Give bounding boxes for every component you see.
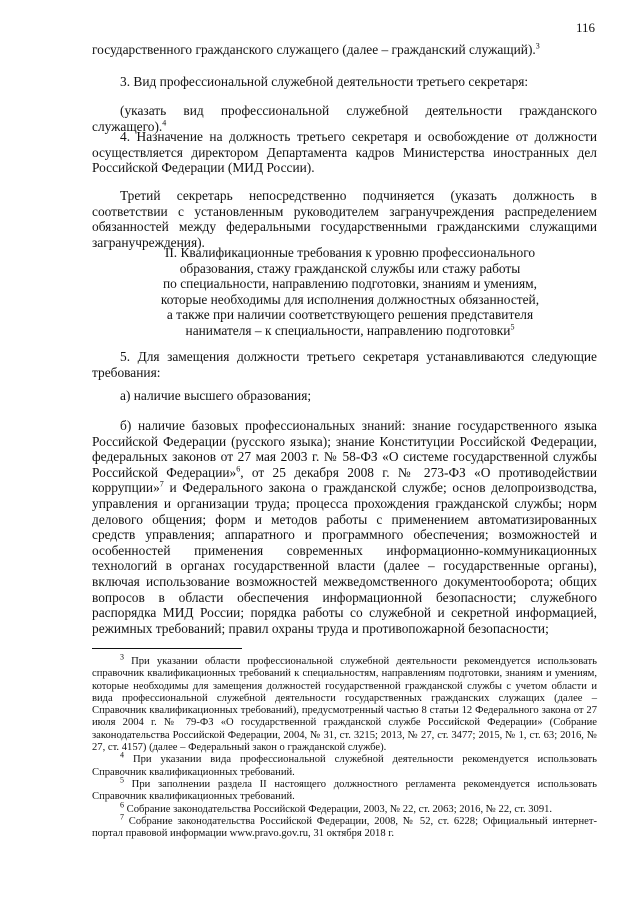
footnote-item <box>92 775 597 804</box>
footnote-text: При указании вида профессиональной служебной деятельности рекомендуется использовать Справочник квалификационных требований. <box>92 754 597 778</box>
footnote-ref: 6 <box>236 464 241 474</box>
paragraph-continuation <box>92 42 597 58</box>
footnote-number: 3 <box>120 652 124 662</box>
paragraph-3: 3. Вид профессиональной служебной деятельности третьего секретаря: <box>120 74 529 89</box>
paragraph-subordination: Третий секретарь непосредственно подчиняется (указать должность в соответствии с установленным руководителем загранучреждения распределением обязанностей между федеральными государственными гражданскими служащими загранучреждения). <box>92 188 597 250</box>
footnote-number: 6 <box>120 800 124 810</box>
footnote-item <box>92 750 597 779</box>
footnote-ref: 7 <box>159 479 164 489</box>
paragraph-5a: а) наличие высшего образования; <box>120 388 312 403</box>
paragraph-text: государственного гражданского служащего (далее – гражданский служащий). <box>92 42 536 57</box>
footnote-number: 4 <box>120 750 124 760</box>
footnote-item <box>92 652 597 754</box>
paragraph-5: 5. Для замещения должности третьего секретаря устанавливаются следующие требования: <box>92 349 597 380</box>
section-heading-line: образования, стажу гражданской службы или стажу работы <box>179 260 521 276</box>
footnote-text: Собрание законодательства Российской Федерации, 2008, № 52, ст. 6228; Официальный интернет-портал правовой информации www.pravo.gov.ru, 31 октября 2018 г. <box>92 815 597 840</box>
section-heading-line: по специальности, направлению подготовки, знаниям и умениям, <box>163 276 537 292</box>
footnote-number: 5 <box>120 775 124 785</box>
footnote-text: При указании области профессиональной служебной деятельности рекомендуется использовать справочник квалификационных требований к специальностям, направлениям подготовки, знаниям и умениям, которые необходимы для замещения должностей государственной гражданской службы с учетом области и вида профессиональной служебной деятельности государственных гражданских служащих (далее – Справочник квалификационных требований), предусмотренный частью 8 статьи 12 Федерального закона от 27 июля 2004 г. № 79-ФЗ «О государственной гражданской службе Российской Федерации» (Собрание законодательства Российской Федерации, 2004, № 31, ст. 3215; 2013, № 27, ст. 3477; 2015, № 1, ст. 63; 2016, № 27, ст. 4157) (далее – Федеральный закон о гражданской службе). <box>92 656 597 754</box>
section-heading-line: которые необходимы для исполнения должностных обязанностей, <box>160 291 540 307</box>
section-heading-line: II. Квалификационные требования к уровню профессионального <box>164 245 536 260</box>
footnote-ref: 3 <box>535 41 540 51</box>
paragraph-text: (указать вид профессиональной служебной деятельности гражданского служащего). <box>92 103 597 134</box>
footnote-item <box>92 812 597 841</box>
section-heading <box>150 245 550 339</box>
footnote-text: Собрание законодательства Российской Федерации, 2003, № 22, ст. 2063; 2016, № 22, ст. 3091. <box>126 803 553 815</box>
section-heading-line: а также при наличии соответствующего решения представителя <box>166 307 534 323</box>
paragraph-4: 4. Назначение на должность третьего секретаря и освобождение от должности осуществляется директором Департамента кадров Министерства иностранных дел Российской Федерации (МИД России). <box>92 129 597 176</box>
footnote-ref: 5 <box>510 322 515 332</box>
footnotes <box>92 652 597 840</box>
paragraph-5b: б) наличие базовых профессиональных знаний: знание государственного языка Российской Федерации (русского языка); знание Конституции Российской Федерации, федеральных законов от 27 мая 2003 г. № 58-ФЗ «О системе государственной службы Российской Федерации»$^6$, от 25 декабря 2008 г. № 273-ФЗ «О противодействии коррупции»$^7$ и Федерального закона о гражданской службе; основ делопроизводства, управления и организации труда; процесса прохождения гражданской службы; норм делового общения; форм и методов работы с применением автоматизированных средств управления; аппаратного и программного обеспечения; возможностей и особенностей применения современных информационно-коммуникационных технологий в органах государственной власти (далее – государственные органы), включая использование возможностей межведомственного документооборота; общих вопросов в области обеспечения информационной безопасности; служебного распорядка МИД России; порядка работы со служебной и секретной информацией, режимных требований; правил охраны труда и противопожарной безопасности; <box>92 418 597 636</box>
footnote-item <box>92 800 597 816</box>
footnote-separator <box>92 648 242 649</box>
page-number: 116 <box>576 20 596 35</box>
section-heading-line: нанимателя – к специальности, направлению подготовки$^5$ <box>185 322 515 338</box>
footnote-number: 7 <box>120 812 124 822</box>
footnote-text: При заполнении раздела II настоящего должностного регламента рекомендуется использовать Справочник квалификационных требований. <box>92 778 597 803</box>
footnote-ref: 4 <box>162 118 167 128</box>
